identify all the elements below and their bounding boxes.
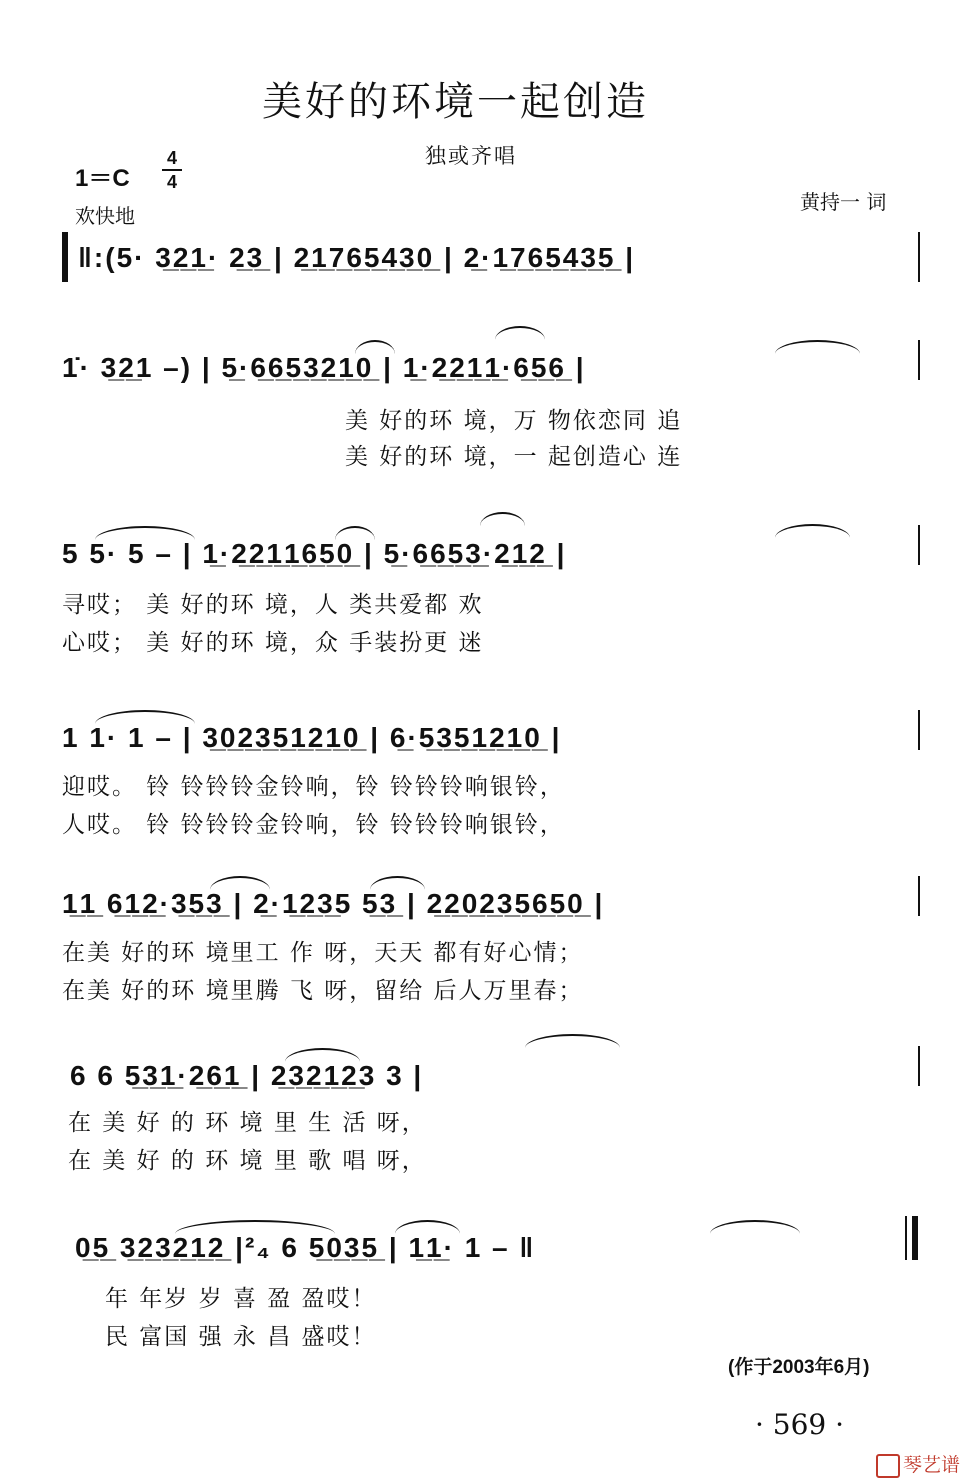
lyrics-row-4-verse-2: 人哎。 铃 铃铃铃金铃响，铃 铃铃铃响银铃， (62, 812, 565, 838)
tempo-marking: 欢快地 (75, 204, 135, 228)
notation-row-1: ‖:(5· 3̲2̲1̲· 2̲3̲ | 2̲1̲7̲6̲5̲4̲3̲0̲ | 2̲·1̲7̲6̲5̲4̲3̲5̲ | (78, 242, 636, 273)
key-signature: 1＝C (75, 165, 130, 192)
watermark-text: 琴艺谱 (903, 1454, 961, 1476)
logo-icon (876, 1454, 900, 1478)
page-number: · 569 · (755, 1408, 845, 1441)
notation-row-3: 5 5· 5 – | 1̲·2̲2̲1̲1̲6̲5̲0̲ | 5̲·6̲6̲5̲3̲·2̲1̲2̲ | (62, 538, 567, 569)
lyrics-row-6-verse-2: 在 美 好 的 环 境 里 歌 唱 呀， (68, 1148, 427, 1174)
song-title: 美好的环境一起创造 (262, 79, 649, 125)
notation-row-6: 6 6 5̲3̲1̲·2̲6̲1̲ | 2̲3̲2̲1̲2̲3 3 | (70, 1060, 424, 1091)
lyrics-row-2-verse-1: 美 好的环 境，万 物依恋同 追 (345, 408, 683, 434)
lyrics-row-7-verse-1: 年 年岁 岁 喜 盈 盈哎！ (105, 1286, 377, 1312)
performance-style: 独或齐唱 (425, 144, 517, 168)
notation-row-2: 1̇· 3̲2̲1 –) | 5̲·6̲6̲5̲3̲2̲1̲0̲ | 1̲·2̲2̲1̲1̲·6̲5̲6̲ | (62, 352, 586, 383)
lyrics-row-5-verse-2: 在美 好的环 境里腾 飞 呀，留给 后人万里春； (62, 978, 584, 1004)
time-signature-bottom: 4 (166, 172, 177, 192)
composition-date: (作于2003年6月) (728, 1357, 870, 1378)
lyrics-row-3-verse-2: 心哎； 美 好的环 境，众 手装扮更 迷 (62, 630, 484, 656)
watermark-logo (876, 1450, 960, 1478)
notation-row-5: 1̲1̲ 6̲1̲2̲·3̲5̲3̲ | 2̲·1̲2̲3̲5 5̲3̲ | 2̲2̲0̲2̲3̲5̲6̲5̲0̲ | (62, 888, 605, 919)
notation-row-7: 0̲5̲ 3̲2̲3̲2̲1̲2̲ |²₄ 6 5̲0̲3̲5̲ | 1̲1̲· 1 – ‖ (75, 1232, 536, 1263)
lyrics-row-4-verse-1: 迎哎。 铃 铃铃铃金铃响，铃 铃铃铃响银铃， (62, 774, 565, 800)
lyrics-row-6-verse-1: 在 美 好 的 环 境 里 生 活 呀， (68, 1110, 427, 1136)
notation-row-4: 1 1· 1 – | 3̲0̲2̲3̲5̲1̲2̲1̲0̲ | 6̲·5̲3̲5̲1̲2̲1̲0̲ | (62, 722, 562, 753)
lyricist-credit: 黄持一 词 (800, 190, 887, 214)
lyrics-row-2-verse-2: 美 好的环 境，一 起创造心 连 (345, 444, 683, 470)
lyrics-row-3-verse-1: 寻哎； 美 好的环 境，人 类共爱都 欢 (62, 592, 484, 618)
time-signature (162, 148, 182, 192)
lyrics-row-7-verse-2: 民 富国 强 永 昌 盛哎！ (105, 1324, 377, 1350)
time-signature-top: 4 (166, 148, 177, 168)
lyrics-row-5-verse-1: 在美 好的环 境里工 作 呀，天天 都有好心情； (62, 940, 584, 966)
